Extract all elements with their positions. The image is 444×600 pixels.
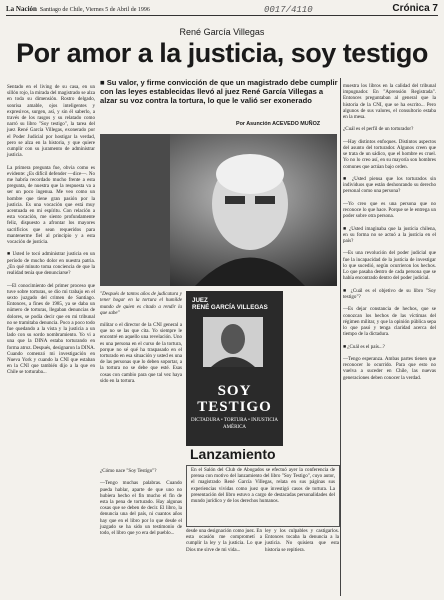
headline: Por amor a la justicia, soy testigo [16, 38, 428, 68]
article-column-3b: ley y los culpables y castigarlos. Entonces tocaba la denuncia a la justicia. No quisiera que esta historia se repitiera. [265, 528, 339, 553]
book-title-line-2: TESTIGO [197, 399, 272, 415]
book-subtitle: DICTADURA • TORTURA • INJUSTICIA AMÉRICA [190, 418, 279, 430]
column-divider [340, 78, 341, 596]
article-column-1: Sentado en el living de su casa, en un sillón rojo, la mirada del magistrado se alza en toda su dimensión. Rostro delgado, sonrisa amable, ojos inteligentes y expresivos, surgen, así, y sin él saberlo, a través de los rasgos y su relatado como narró su libro "Soy testigo", la tarea del juez René García Villegas, exonerado por el Poder Judicial por hostigar la verdad, pero se alza en la historia, y que quiere cumplir con su juramento de administrar justicia. La primera pregunta fue, obvia como es evidente: ¿Es difícil defender —dice—. No me habría recordado mucho frente a esta pregunta, de nuestra que la respuesta va a ser un poco ingenua. Me veo como un hombre que tiene gran pasión por la justicia. Es una vocación que está muy acentuada en mi espíritu. Con relación a esta vocación, me siento profundamente feliz, dispuesto a afrontar los mayores sacrificios que sean requeridos para mantenerme fiel al principio y a esta vocación de justicia. ■ Usted le tocó administrar justicia en un período de mucho dolor en nuestra patria. ¿En qué minuto toma conciencia de que la realidad tenía que denunciarse? —El conocimiento del primer proceso que tuve sobre torturas, se dio mi trabajo en el sexto juzgado del crimen de Santiago. Entonces, a fines de 1985, ya se daba un número de torturas, llegaban denuncias de dolores, se podía decir que en mi tribunal no se tramitaba denuncia. Poco a poco todo fue quedando a la vista y la justicia a un lado con su sordo nombramiento. Yo vi a una que la DINA estaba torturando en forma atroz. Después, designaron la DINA. Cuando comenzó mi investigación en Nueva York y cuando la CNI que estaban en la CNI que también dijo a la que en Chile se torturaba... [7, 84, 96, 376]
byline: Por Asunción ACEVEDO MUÑOZ [236, 121, 321, 127]
photo-caption: "Después de tantos años de judicatura y tener hogar en la tortura el humilde mundo de quien es citado a rendir la que sabe" [100, 292, 184, 316]
sidebar-heading: Lanzamiento [190, 446, 276, 462]
sidebar-text: En el Salón del Club de Abogados se efectuó ayer la conferencia de prensa con motivo del lanzamiento del libro "Soy Testigo", cuyo autor, el magistrado René García Villegas, relata en sus páginas sus experiencias vividas como juez que investigó casos de tortura. La presentación del libro estuvo a cargo de destacadas personalidades del mundo jurídico y de los derechos humanos. [191, 467, 337, 505]
book-title-line-1: SOY [217, 383, 252, 399]
issue-date: Santiago de Chile, Viernes 5 de Abril de 1996 [39, 7, 150, 13]
deck: ■ Su valor, y firme convicción de que un magistrado debe cumplir con las leyes establecidas llevó al juez René García Villegas a alzar su voz contra la tortura, lo que le valió ser exonerado [100, 78, 338, 105]
masthead [6, 3, 438, 16]
paper-name: La Nación [6, 5, 37, 13]
book-author: JUEZ RENÉ GARCÍA VILLEGAS [192, 297, 268, 312]
book-cover-portrait [203, 317, 263, 367]
kicker: René García Villegas [179, 27, 265, 37]
article-column-3a: desde una designación como juez. En esta ocasión me comprometí a cumplir la ley y la justicia. Lo que Dios me sirve de mi vida... [186, 528, 264, 553]
portrait-photo-graphic [100, 134, 337, 286]
archive-stamp: 0017/4110 [264, 5, 313, 15]
article-column-4: muestra los libros en la calidad del tribunal impugnador. En "Aprensión Registrada". Entonces preguntaban al general que la historia de la CNI, que se ha escrito... Pero algunos de sus valores, el consultorio estaba en la mesa. ¿Cuál es el perfil de un torturador? —Hay distintos enfoques. Distintos aspectos del asunto del torturador. Algunos creen que se trata de un sádico, que el hombre es cruel. Yo no lo creo así, en su mayoría son hombres comunes que actúan bajo orden. ■ ¿Usted piensa que los torturados sin individuos que están deshonrando su derecho personal como una persona? —Yo creo que es una persona que no reconoce lo que hace. Porque se le entrega un poder sobre otra persona. ■ ¿Usted imaginaba que la justicia chilena, en su forma no se actuó a la justicia en el país? —Es una revolución del poder judicial que fue la incapacidad de la justicia de investigar lo que sucedió, según ocurrieron los hechos. Lo que pasaba dentro de cada persona que se había encontrado dentro del poder judicial. ■ ¿Cuál es el objetivo de su libro "Soy testigo"? —Es dejar constancia de hechos, que se conozcan los hechos de las víctimas del régimen militar, y que la opinión pública sepa lo que pasó y tenga claridad acerca del tiempo de la dictadura. ■ ¿Cuál es el país...? —Tengo esperanza. Ambas partes tienen que reconocer lo ocurrido. Para que esto no vuelva a suceder en Chile, las nuevas generaciones deben conocer la verdad. [343, 83, 436, 381]
section-label: Crónica 7 [392, 3, 438, 14]
portrait-photo [100, 134, 337, 286]
book-cover [186, 291, 283, 446]
article-column-2b: ¿Cómo nace "Soy Testigo"? —Tengo muchas palabras. Cuando pueda hablar, aparte de que uno no hubiera hecho el fin mucho el fin de esta la pena de torturado. Hay algunas cosas que se deben de decir. El libro, la denuncia una del país, ni cuantos años hay que en el libro por lo que desde el juzgado se ha sido un testimonio de todo, el libro que yo era del pueblo... [100, 468, 182, 537]
article-column-2: militar o el director de la CNI general a que no se las que cita. Yo siempre le encontré en aquello una revelación. Uno es una persona en el curso de la tortura, porque no sé qué ha traspasado en el torturado en esa situación y usted es una de las personas que lo deben soportar, a la tortura no se debe que esté. Esas cosas con cambio para que tal vez haya sido en la tortura. [100, 322, 184, 384]
